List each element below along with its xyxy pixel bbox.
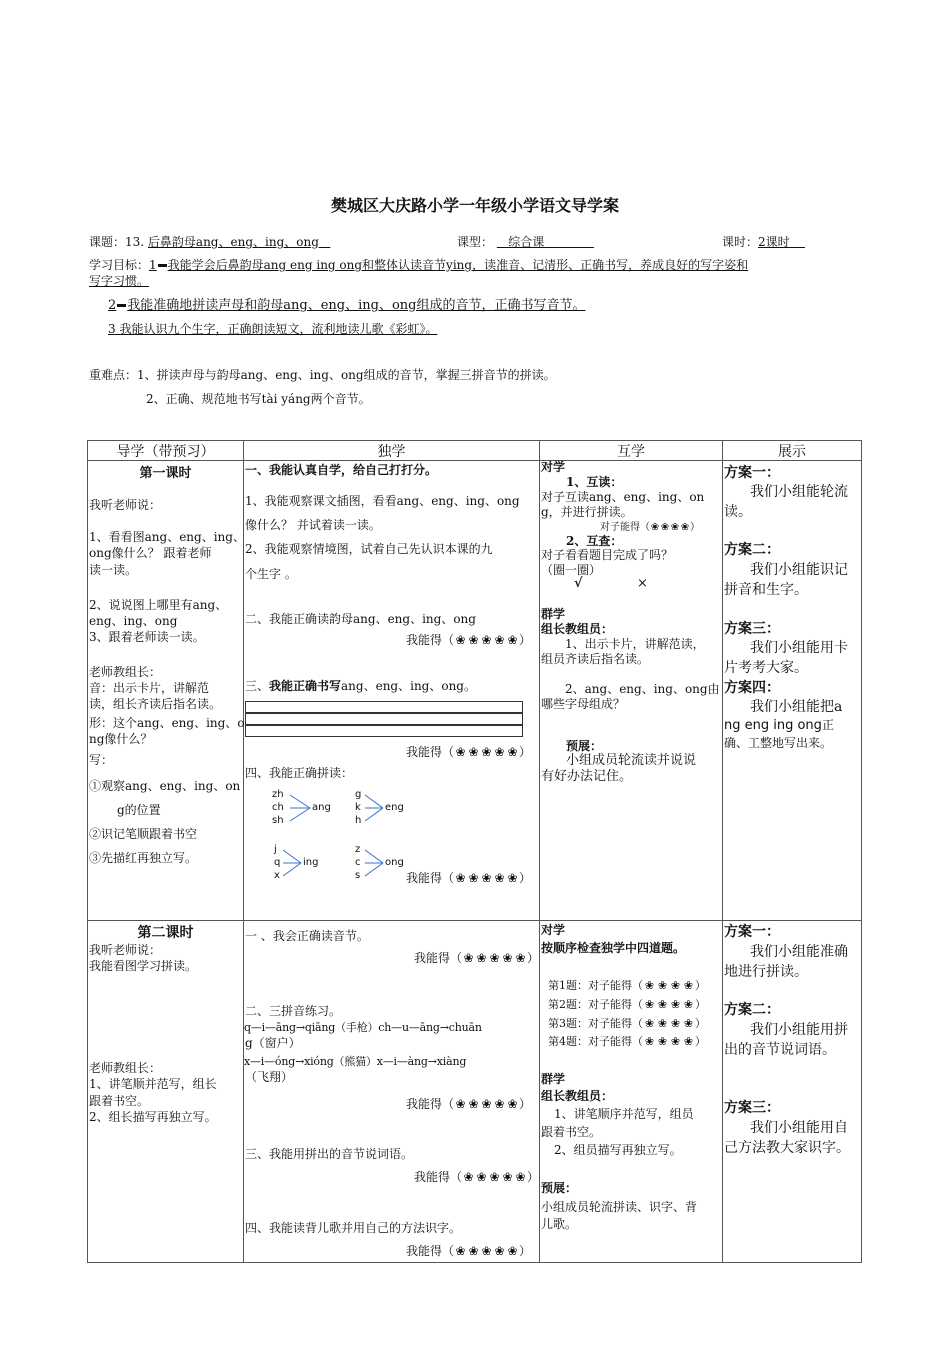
peer-line: 2、组员描写再独立写。 bbox=[554, 1143, 682, 1157]
initial: zh bbox=[272, 789, 284, 800]
solo-line: x—i—óng→xióng（熊猫）x—i—àng→xiàng bbox=[244, 1055, 467, 1068]
hours-value: 2课时 bbox=[758, 235, 790, 249]
flower-icons bbox=[454, 871, 519, 885]
score-label: 我能得（ bbox=[406, 745, 455, 759]
flower-icon: ❀ bbox=[507, 871, 518, 885]
guide-line: ong像什么？ 跟着老师 bbox=[89, 546, 212, 560]
keypoint-2: 2、正确、规范地书写tài yáng两个音节。 bbox=[146, 392, 371, 406]
guide-line: 写： bbox=[89, 753, 114, 767]
solo-line: 个生字 。 bbox=[245, 567, 297, 581]
pair-score-label: 第2题：对子能得（ bbox=[548, 998, 643, 1011]
score-end: ） bbox=[695, 998, 706, 1011]
guide-line: 形：这个ang、eng、ing、o bbox=[89, 716, 245, 730]
solo-line: g（窗户） bbox=[245, 1036, 301, 1050]
peer-line: 跟着书空。 bbox=[541, 1125, 602, 1139]
peer-heading: 组长教组员： bbox=[541, 622, 614, 636]
self-score bbox=[414, 1169, 539, 1185]
solo-line: 2、我能观察情境图，试着自己先认识本课的九 bbox=[245, 542, 493, 556]
flower-icon: ❀ bbox=[494, 871, 505, 885]
plan-text: 我们小组能识记拼音和生字。 bbox=[724, 562, 848, 598]
flower-icon: ❀ bbox=[644, 998, 655, 1011]
peer-line: 小组成员轮流拼读、识字、背 bbox=[541, 1200, 698, 1214]
plan-text: 我们小组能用卡片考考大家。 bbox=[724, 640, 848, 676]
peer-heading: 对学 bbox=[541, 923, 566, 937]
peer-heading: 组长教组员： bbox=[541, 1089, 614, 1103]
guide-line: eng、ing、ong bbox=[89, 614, 178, 628]
initial: q bbox=[274, 857, 281, 868]
peer-heading: 按顺序检查独学中四道题。 bbox=[541, 941, 686, 955]
plan-text-a: 我们小组能把a bbox=[750, 699, 843, 715]
flower-icon: ❀ bbox=[481, 871, 492, 885]
guide-line: ③先描红再独立写。 bbox=[89, 851, 198, 865]
flower-icon: ❀ bbox=[650, 522, 660, 533]
guide-line: 我能看图学习拼读。 bbox=[89, 959, 198, 973]
flower-icon: ❀ bbox=[494, 745, 505, 759]
initial: c bbox=[355, 857, 361, 868]
peer-heading: 预展： bbox=[541, 1181, 578, 1195]
score-label: 我能得（ bbox=[406, 633, 455, 647]
peer-line: 对子看看题目完成了吗？ bbox=[541, 548, 674, 562]
peer-line: （圈一圈） bbox=[541, 563, 602, 577]
self-score bbox=[406, 1096, 531, 1112]
plan-heading: 方案三： bbox=[724, 1100, 780, 1116]
guide-line: 音：出示卡片，讲解范 bbox=[89, 681, 210, 695]
flower-icons bbox=[454, 633, 519, 647]
goal-1-text: 我能学会后鼻韵母ang eng ing ong和整体认读音节ying，读准音、记清形、正确书写，养成良好的写字姿和 bbox=[167, 258, 749, 272]
writing-line bbox=[245, 725, 523, 737]
score-end: ） bbox=[519, 633, 532, 647]
keypoint-1: 重难点：1、拼读声母与韵母ang、eng、ing、ong组成的音节，掌握三拼音节的拼读。 bbox=[89, 368, 556, 382]
lesson2-title: 第二课时 bbox=[137, 925, 194, 941]
guide-line: ng像什么？ bbox=[89, 732, 153, 746]
initial: j bbox=[274, 844, 277, 855]
flower-icon: ❀ bbox=[481, 745, 492, 759]
writing-line bbox=[245, 701, 523, 713]
solo-line: 四、我能读背儿歌并用自己的方法识字。 bbox=[245, 1221, 462, 1235]
pair-score-row bbox=[548, 1033, 706, 1049]
score-end: ） bbox=[519, 745, 532, 759]
pair-score-label: 第1题：对子能得（ bbox=[548, 979, 643, 992]
self-score bbox=[406, 744, 531, 760]
flower-icon: ❀ bbox=[455, 1097, 466, 1111]
flower-icon: ❀ bbox=[468, 871, 479, 885]
solo-heading: 一、我能认真自学，给自己打打分。 bbox=[245, 463, 438, 477]
flower-icon: ❀ bbox=[463, 1170, 474, 1184]
pair-score-row bbox=[548, 996, 706, 1012]
flower-icon: ❀ bbox=[507, 745, 518, 759]
plan-text: 我们小组能用自己方法教大家识字。 bbox=[724, 1120, 850, 1156]
score-label: 我能得（ bbox=[414, 1170, 463, 1184]
plan-text-b: ng eng ing ong bbox=[724, 718, 822, 733]
pair-score-row bbox=[548, 977, 706, 993]
flower-icon: ❀ bbox=[468, 745, 479, 759]
initial: s bbox=[355, 870, 361, 881]
goal-1 bbox=[89, 257, 869, 273]
peer-line: 儿歌。 bbox=[541, 1217, 578, 1231]
flower-icon: ❀ bbox=[455, 1244, 466, 1258]
guide-line: 老师教组长： bbox=[89, 1061, 162, 1075]
score-end: ） bbox=[695, 1035, 706, 1048]
topic-field bbox=[89, 233, 330, 250]
pinyin-group-eng bbox=[355, 789, 455, 829]
score-end: ） bbox=[690, 522, 700, 533]
flower-icons bbox=[462, 1170, 527, 1184]
flower-icon: ❀ bbox=[463, 951, 474, 965]
plan-text-c: 正 bbox=[821, 718, 834, 732]
peer-line: g，并进行拼读。 bbox=[541, 505, 633, 519]
plan-heading: 方案四： bbox=[724, 680, 780, 696]
flower-icon: ❀ bbox=[502, 1170, 513, 1184]
plan-text bbox=[750, 697, 842, 717]
score-end: ） bbox=[527, 951, 540, 965]
flower-icons bbox=[454, 1244, 519, 1258]
guide-line: 1、讲笔顺并范写，组长 bbox=[89, 1077, 217, 1091]
flower-icon: ❀ bbox=[494, 1097, 505, 1111]
goals-label: 学习目标： bbox=[89, 258, 150, 272]
peer-heading: 1、互读： bbox=[566, 475, 623, 489]
flower-icon: ❀ bbox=[644, 1017, 655, 1030]
guide-line: 我听老师说： bbox=[89, 498, 162, 512]
peer-line: 有好办法记住。 bbox=[541, 769, 633, 784]
plan-text: 确、工整地写出来。 bbox=[724, 736, 833, 750]
flower-icon: ❀ bbox=[515, 1170, 526, 1184]
solo-line: （飞翔） bbox=[245, 1070, 294, 1084]
flower-icon: ❀ bbox=[507, 633, 518, 647]
guide-line: 1、看看图ang、eng、ing、 bbox=[89, 530, 245, 544]
goal-2-text: 我能准确地拼读声母和韵母ang、eng、ing、ong组成的音节，正确书写音节。 bbox=[127, 298, 586, 313]
header-show: 展示 bbox=[778, 444, 806, 460]
score-label: 我能得（ bbox=[406, 1097, 455, 1111]
solo-line bbox=[245, 678, 476, 694]
flower-icon: ❀ bbox=[494, 633, 505, 647]
flower-icon: ❀ bbox=[680, 522, 690, 533]
guide-line: 2、组长描写再独立写。 bbox=[89, 1110, 217, 1124]
score-end: ） bbox=[519, 1097, 532, 1111]
plan-heading: 方案一： bbox=[724, 924, 780, 940]
pair-score-label: 第4题：对子能得（ bbox=[548, 1035, 643, 1048]
flower-icon: ❀ bbox=[468, 1097, 479, 1111]
initial: x bbox=[274, 870, 280, 881]
goal-1-cont: 写字习惯。 bbox=[89, 274, 150, 288]
goal-1-num: 1 bbox=[149, 258, 157, 272]
score-end: ） bbox=[527, 1170, 540, 1184]
flower-icon: ❀ bbox=[660, 522, 670, 533]
peer-heading: 预展： bbox=[566, 739, 603, 753]
solo-num: 三、 bbox=[245, 679, 270, 693]
solo-line: 二、我能正确读韵母ang、eng、ing、ong bbox=[245, 612, 476, 626]
guide-line: 跟着书空。 bbox=[89, 1094, 150, 1108]
peer-line: 对子互读ang、eng、ing、on bbox=[541, 490, 705, 504]
goal-2 bbox=[108, 297, 586, 315]
solo-line: 四、我能正确拼读： bbox=[245, 766, 354, 780]
goal-2-num: 2 bbox=[108, 298, 117, 313]
lesson1-title: 第一课时 bbox=[139, 466, 192, 481]
peer-line: 组员齐读后指名读。 bbox=[541, 652, 650, 666]
solo-line: 二、三拼音练习。 bbox=[245, 1004, 342, 1018]
type-label: 课型： bbox=[457, 235, 494, 249]
initial: z bbox=[355, 844, 361, 855]
plan-heading: 方案三： bbox=[724, 621, 780, 637]
final: eng bbox=[385, 802, 404, 813]
flower-icon: ❀ bbox=[670, 979, 681, 992]
writing-line bbox=[245, 713, 523, 725]
flower-icon: ❀ bbox=[670, 1035, 681, 1048]
initial: ch bbox=[272, 802, 284, 813]
header-peer: 互学 bbox=[617, 444, 645, 460]
flower-icon: ❀ bbox=[455, 633, 466, 647]
goal-3: 3 我能认识九个生字，正确朗读短文，流利地读儿歌《彩虹》。 bbox=[108, 322, 438, 336]
guide-line: 2、说说图上哪里有ang、 bbox=[89, 598, 228, 612]
connector-lines bbox=[363, 844, 385, 884]
peer-line: 1、出示卡片，讲解范读， bbox=[565, 637, 705, 651]
flower-icon: ❀ bbox=[468, 633, 479, 647]
guide-line: 老师教组长： bbox=[89, 665, 162, 679]
solo-text: ang、eng、ing、ong。 bbox=[341, 679, 476, 693]
plan-text bbox=[724, 717, 834, 733]
score-end: ） bbox=[519, 1244, 532, 1258]
peer-heading: 群学 bbox=[541, 607, 566, 621]
flower-icon: ❀ bbox=[657, 1017, 668, 1030]
flower-icon: ❀ bbox=[657, 998, 668, 1011]
initial: h bbox=[355, 815, 362, 826]
guide-line: 读一读。 bbox=[89, 563, 138, 577]
peer-line: 1、讲笔顺序并范写，组员 bbox=[554, 1107, 694, 1121]
plan-heading: 方案一： bbox=[724, 465, 780, 481]
score-label: 我能得（ bbox=[406, 1244, 455, 1258]
self-score bbox=[406, 1243, 531, 1259]
final: ing bbox=[303, 857, 319, 868]
initial: k bbox=[355, 802, 361, 813]
hours-field bbox=[722, 233, 805, 250]
pair-score-row bbox=[548, 1015, 706, 1031]
plan-text: 我们小组能准确地进行拼读。 bbox=[724, 944, 848, 980]
self-score bbox=[406, 632, 531, 648]
page-title: 樊城区大庆路小学一年级小学语文导学案 bbox=[330, 196, 619, 215]
guide-line: 我听老师说： bbox=[89, 943, 162, 957]
plan-text: 我们小组能用拼出的音节说词语。 bbox=[724, 1022, 848, 1058]
pair-score-label: 第3题：对子能得（ bbox=[548, 1017, 643, 1030]
peer-heading: 群学 bbox=[541, 1072, 566, 1086]
flower-icon: ❀ bbox=[644, 979, 655, 992]
connector-lines bbox=[363, 789, 385, 829]
peer-heading: 对学 bbox=[541, 460, 566, 474]
final: ong bbox=[385, 857, 404, 868]
flower-icon: ❀ bbox=[494, 1244, 505, 1258]
initial: sh bbox=[272, 815, 284, 826]
connector-lines bbox=[288, 789, 312, 829]
solo-bold: 我能正确书写 bbox=[269, 679, 342, 693]
score-end: ） bbox=[519, 871, 532, 885]
flower-icon: ❀ bbox=[455, 745, 466, 759]
score-end: ） bbox=[695, 1017, 706, 1030]
plan-text: 我们小组能轮流读。 bbox=[724, 484, 848, 520]
flower-icon: ❀ bbox=[683, 1017, 694, 1030]
flower-icons bbox=[454, 1097, 519, 1111]
flower-icon: ❀ bbox=[489, 1170, 500, 1184]
guide-line: 3、跟着老师读一读。 bbox=[89, 630, 205, 644]
flower-icon: ❀ bbox=[468, 1244, 479, 1258]
header-guide: 导学（带预习） bbox=[116, 444, 215, 460]
self-score bbox=[406, 870, 531, 886]
guide-line: ①观察ang、eng、ing、on bbox=[89, 779, 241, 793]
pair-score-label: 对子能得（ bbox=[600, 522, 650, 533]
guide-line: ②识记笔顺跟着书空 bbox=[89, 827, 198, 841]
flower-icon: ❀ bbox=[683, 979, 694, 992]
header-solo: 独学 bbox=[377, 444, 406, 460]
flower-icon: ❀ bbox=[644, 1035, 655, 1048]
flower-icon: ❀ bbox=[657, 1035, 668, 1048]
solo-line: 一 、我会正确读音节。 bbox=[245, 929, 369, 943]
flower-icon: ❀ bbox=[683, 998, 694, 1011]
score-label: 我能得（ bbox=[406, 871, 455, 885]
plan-heading: 方案二： bbox=[724, 542, 780, 558]
flower-icon: ❀ bbox=[683, 1035, 694, 1048]
connector-lines bbox=[281, 844, 303, 884]
flower-icon: ❀ bbox=[481, 1097, 492, 1111]
guide-line: g的位置 bbox=[117, 803, 161, 817]
flower-icon: ❀ bbox=[476, 1170, 487, 1184]
check-icon[interactable]: √ bbox=[574, 576, 583, 591]
solo-line: 像什么？ 并试着读一读。 bbox=[245, 518, 381, 532]
self-score bbox=[414, 950, 539, 966]
score-end: ） bbox=[695, 979, 706, 992]
type-value: 综合课 bbox=[508, 235, 545, 249]
pair-score bbox=[600, 518, 700, 533]
initial: g bbox=[355, 789, 362, 800]
final: ang bbox=[312, 802, 331, 813]
plan-heading: 方案二： bbox=[724, 1002, 780, 1018]
cross-icon[interactable]: × bbox=[637, 576, 648, 591]
solo-line: 三、我能用拼出的音节说词语。 bbox=[245, 1147, 414, 1161]
peer-line: 小组成员轮流读并说说 bbox=[566, 753, 697, 768]
guide-line: 读，组长齐读后指名读。 bbox=[89, 697, 222, 711]
flower-icon: ❀ bbox=[481, 1244, 492, 1258]
flower-icon: ❀ bbox=[515, 951, 526, 965]
topic-label: 课题：13. bbox=[89, 235, 145, 249]
flower-icon: ❀ bbox=[481, 633, 492, 647]
flower-icon: ❀ bbox=[657, 979, 668, 992]
topic-value: 后鼻韵母ang、eng、ing、ong bbox=[147, 235, 319, 249]
peer-line: 哪些字母组成？ bbox=[541, 697, 626, 711]
flower-icon: ❀ bbox=[670, 998, 681, 1011]
flower-icons bbox=[454, 745, 519, 759]
flower-icon: ❀ bbox=[507, 1244, 518, 1258]
flower-icon: ❀ bbox=[489, 951, 500, 965]
peer-heading: 2、互查： bbox=[566, 534, 623, 548]
solo-line: q—i—āng→qiāng（手枪）ch—u—āng→chuān bbox=[244, 1021, 482, 1034]
flower-icon: ❀ bbox=[502, 951, 513, 965]
score-label: 我能得（ bbox=[414, 951, 463, 965]
flower-icon: ❀ bbox=[476, 951, 487, 965]
flower-icon: ❀ bbox=[670, 522, 680, 533]
hours-label: 课时： bbox=[722, 235, 759, 249]
peer-line: 2、ang、eng、ing、ong由 bbox=[565, 682, 720, 696]
flower-icon: ❀ bbox=[507, 1097, 518, 1111]
solo-line: 1、我能观察课文插图，看看ang、eng、ing、ong bbox=[245, 494, 520, 508]
flower-icons bbox=[462, 951, 527, 965]
type-field bbox=[457, 233, 594, 250]
flower-icon: ❀ bbox=[455, 871, 466, 885]
flower-icon: ❀ bbox=[670, 1017, 681, 1030]
